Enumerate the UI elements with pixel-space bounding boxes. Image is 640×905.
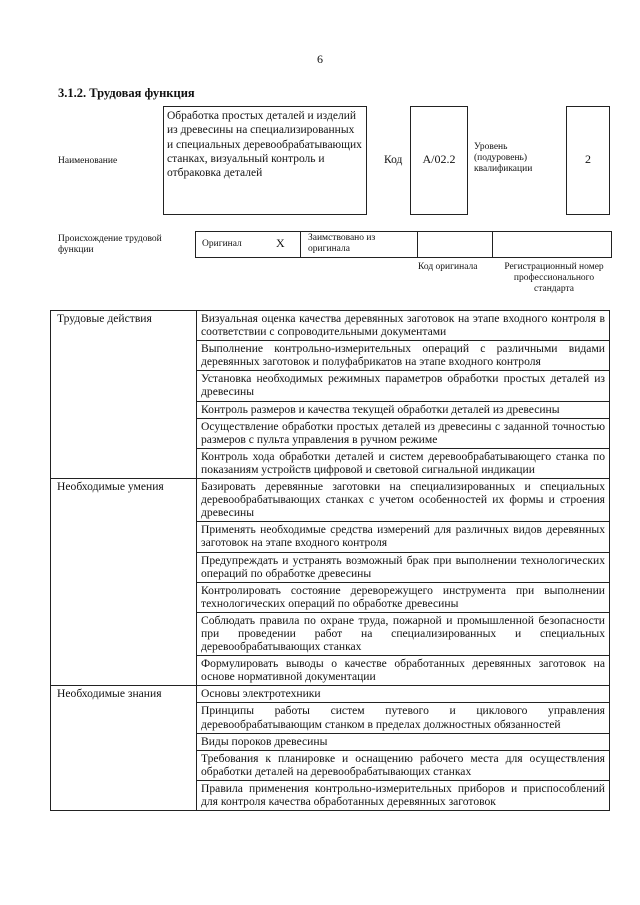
- item-cell: Применять необходимые средства измерений для различных видов деревянных заготовок на этапе входного контроля: [197, 522, 610, 552]
- item-cell: Принципы работы систем путевого и циклового управления деревообрабатывающим станком в пределах должностных обязанностей: [197, 703, 610, 733]
- item-cell: Требования к планировке и оснащению рабочего места для осуществления обработки деталей на деревообрабатывающих станках: [197, 750, 610, 780]
- item-cell: Предупреждать и устранять возможный брак при выполнении технологических операций по обработке древесины: [197, 552, 610, 582]
- code-value: А/02.2: [422, 152, 456, 166]
- item-cell: Базировать деревянные заготовки на специализированных и специальных деревообрабатывающих станках с учетом особенностей их формы и строения древесины: [197, 479, 610, 522]
- page-number: 6: [317, 52, 323, 66]
- item-cell: Контролировать состояние дереворежущего инструмента при выполнении технологических операций по обработке древесины: [197, 582, 610, 612]
- divider: [300, 231, 301, 258]
- function-name: Обработка простых деталей и изделий из древесины на специализированных и специальных деревообрабатывающих станках, визуальный контроль и отбраковка деталей: [167, 110, 362, 180]
- table-row: [51, 311, 610, 341]
- level-box: [566, 106, 610, 215]
- divider: [492, 231, 493, 258]
- function-table: [50, 310, 610, 811]
- level-value: 2: [585, 152, 591, 166]
- borrowed-label: Заимствовано из оригинала: [308, 233, 376, 254]
- level-label: Уровень (подуровень) квалификации: [474, 142, 533, 174]
- origin-label: Происхождение трудовой функции: [58, 234, 162, 255]
- code-label: Код: [384, 154, 403, 166]
- item-cell: Выполнение контрольно-измерительных операций с различными видами деревянных заготовок и полуфабрикатов на этапе входного контроля: [197, 341, 610, 371]
- reg-number-caption: Регистрационный номер профессионального стандарта: [504, 262, 604, 294]
- code-box: [410, 106, 468, 215]
- item-cell: Основы электротехники: [197, 686, 610, 703]
- category-cell: Необходимые знания: [51, 686, 197, 811]
- item-cell: Соблюдать правила по охране труда, пожарной и промышленной безопасности при проведении работ на специализированных и специальных деревообрабатывающих станках: [197, 612, 610, 655]
- section-title: 3.1.2. Трудовая функция: [58, 86, 195, 100]
- original-label: Оригинал: [202, 239, 242, 249]
- code-original-caption: Код оригинала: [418, 262, 478, 272]
- name-label: Наименование: [58, 156, 118, 166]
- category-cell: Необходимые умения: [51, 479, 197, 686]
- item-cell: Осуществление обработки простых деталей из древесины с заданной точностью размеров с пульта управления в ручном режиме: [197, 418, 610, 448]
- table-row: [51, 479, 610, 522]
- item-cell: Правила применения контрольно-измерительных приборов и приспособлений для контроля качества обработанных деревянных заготовок: [197, 780, 610, 810]
- original-mark: X: [276, 236, 285, 250]
- item-cell: Контроль хода обработки деталей и систем деревообрабатывающего станка по показаниям устройств цифровой и световой сигнальной индикации: [197, 448, 610, 478]
- item-cell: Формулировать выводы о качестве обработанных деревянных заготовок на основе нормативной документации: [197, 656, 610, 686]
- item-cell: Установка необходимых режимных параметров обработки простых деталей из древесины: [197, 371, 610, 401]
- table-row: [51, 686, 610, 703]
- divider: [417, 231, 418, 258]
- item-cell: Контроль размеров и качества текущей обработки деталей из древесины: [197, 401, 610, 418]
- category-cell: Трудовые действия: [51, 311, 197, 479]
- name-box: [163, 106, 367, 215]
- item-cell: Виды пороков древесины: [197, 733, 610, 750]
- item-cell: Визуальная оценка качества деревянных заготовок на этапе входного контроля в соответствии с сопроводительными документами: [197, 311, 610, 341]
